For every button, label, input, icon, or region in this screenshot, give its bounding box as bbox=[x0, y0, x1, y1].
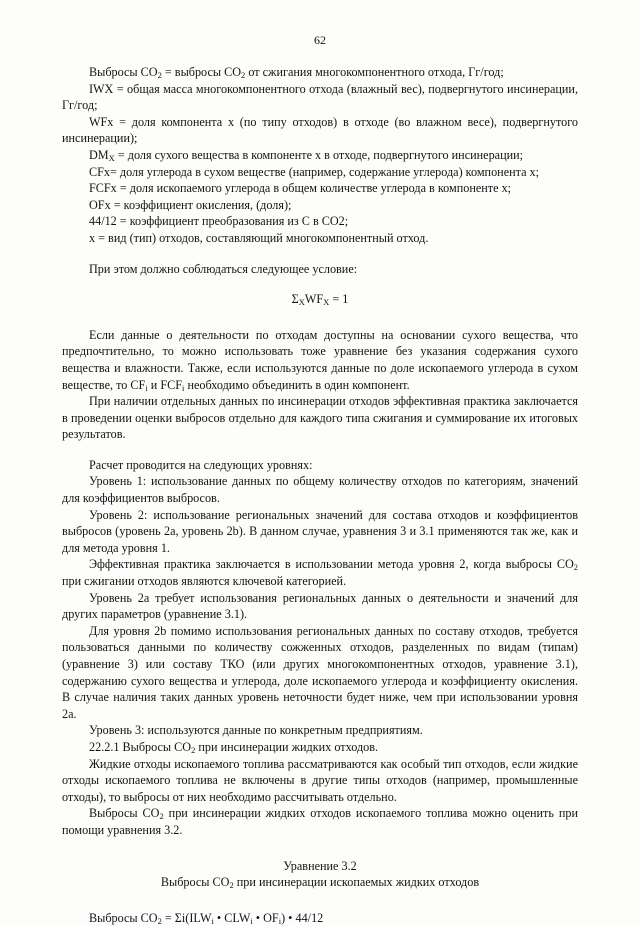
level-3: Уровень 3: используются данные по конкретным предприятиям. bbox=[89, 723, 423, 738]
level-2b: Для уровня 2b помимо использования региональных данных по составу отходов, требуется пользоваться данными по количеству сожженных отходов, разделенных по видам (типам) (уравнение 3) или составу ТКО (или других многокомпонентных отходов, уравнение 3.1), содержанию сухого вещества и углерода, доле ископаемого углерода и коэффициенту окисления. В случае наличия таких данных уровень неточности будет ниже, чем при использовании уровня 2a. bbox=[62, 623, 578, 721]
condition-intro: При этом должно соблюдаться следующее условие: bbox=[89, 261, 358, 276]
paragraph-liquid-waste: Жидкие отходы ископаемого топлива рассматриваются как особый тип отходов, если жидкие отходы ископаемого топлива не включены в другие типы отходов (например, промышленные отходы), то выбросы от них необходимо рассчитывать отдельно. bbox=[62, 756, 578, 804]
definition-ofx: OFx = коэффициент окисления, (доля); bbox=[89, 197, 292, 212]
page-number: 62 bbox=[314, 33, 326, 47]
definition-iwx: IWX = общая масса многокомпонентного отхода (влажный вес), подвергнутого инсинерации, Гг/год; bbox=[62, 81, 578, 113]
level-2: Уровень 2: использование региональных значений для состава отходов и коэффициентов выбросов (уровень 2a, уровень 2b). В данном случае, уравнения 3 и 3.1 применяются так же, как и для метода уровня 1. bbox=[62, 507, 578, 555]
definition-dmx: $DM_X$ = доля сухого вещества в компоненте x в отходе, подвергнутого инсинерации; bbox=[89, 147, 524, 163]
definition-x: x = вид (тип) отходов, составляющий многокомпонентный отход. bbox=[89, 230, 429, 245]
equation-caption: Выбросы $CO_2$ при инсинерации ископаемых жидких отходов bbox=[160, 875, 480, 891]
levels-intro: Расчет проводится на следующих уровнях: bbox=[89, 457, 313, 472]
practice-level-2: Эффективная практика заключается в использовании метода уровня 2, когда выбросы $CO_2$ при сжигании отходов являются ключевой категорией. bbox=[62, 557, 578, 589]
definition-cfx: CFx= доля углерода в сухом веществе (например, содержание углерода) компонента x; bbox=[89, 164, 540, 179]
definition-wfx: WFx = доля компонента x (по типу отходов) в отходе (во влажном весе), подвергнутого инсинерации); bbox=[62, 114, 578, 146]
page-content bbox=[62, 64, 578, 926]
definition-co2: Выбросы $CO_2$ = выбросы $CO_2$ от сжигания многокомпонентного отхода, Гг/год; bbox=[89, 65, 504, 80]
paragraph-practice: При наличии отдельных данных по инсинерации отходов эффективная практика заключается в проведении оценки выбросов отдельно для каждого типа сжигания и суммирование их итоговых результатов. bbox=[62, 394, 578, 442]
paragraph-dry-matter: Если данные о деятельности по отходам доступны на основании сухого вещества, что предпочтительно, то можно использовать тоже уравнение без указания содержания сухого вещества и влажности. Также, если используются данные по доле ископаемого углерода в сухом веществе, то $CF_i$ и $FCF_i$ необходимо объединить в один компонент. bbox=[62, 327, 578, 393]
definitions-list bbox=[62, 64, 578, 247]
equation-formula: Выбросы $CO_2 = \Sigma i(ILW_i$ • $CLW_i$ • $OF_i$) • 44/12 bbox=[89, 910, 324, 926]
level-1: Уровень 1: использование данных по общему количеству отходов по категориям, значений для коэффициентов выбросов. bbox=[62, 474, 578, 506]
section-heading: 22.2.1 Выбросы $CO_2$ при инсинерации жидких отходов. bbox=[89, 739, 379, 755]
definition-fcfx: FCFx = доля ископаемого углерода в общем количестве углерода в компоненте x; bbox=[89, 181, 512, 196]
condition-formula: $\Sigma_XWF_X = 1$ bbox=[291, 292, 349, 308]
definition-conversion: 44/12 = коэффициент преобразования из С в CO2; bbox=[89, 214, 349, 229]
paragraph-liquid-estimate: Выбросы $CO_2$ при инсинерации жидких отходов ископаемого топлива можно оценить при помощи уравнения 3.2. bbox=[62, 806, 578, 837]
equation-title: Уравнение 3.2 bbox=[283, 858, 357, 873]
level-2a: Уровень 2a требует использования региональных данных о деятельности и значений для других параметров (уравнение 3.1). bbox=[62, 590, 578, 622]
